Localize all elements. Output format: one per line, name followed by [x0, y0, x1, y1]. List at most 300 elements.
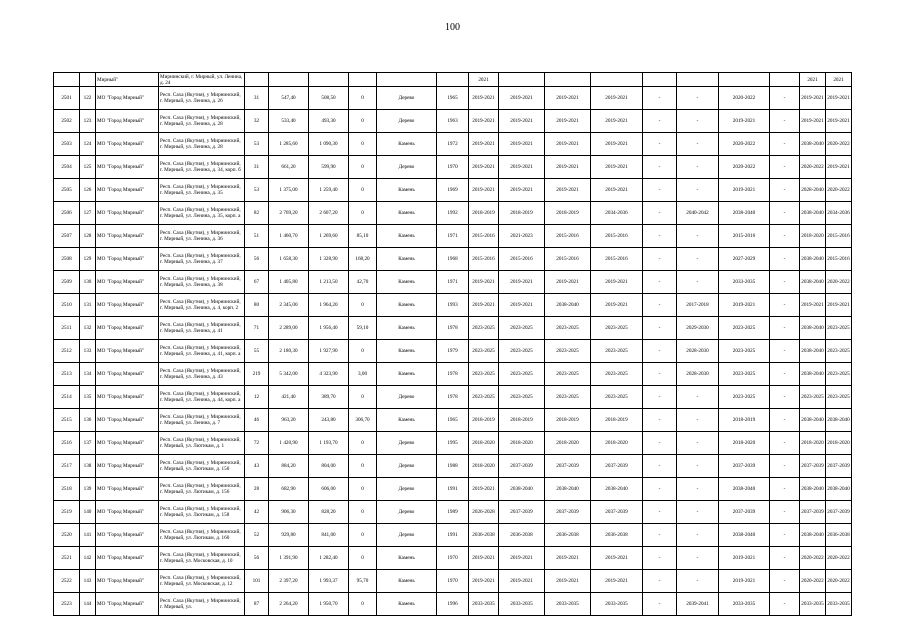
table-row: [54, 363, 852, 386]
cell-municipality: МО "Город Мирный": [96, 547, 159, 570]
cell-address: Респ. Саха (Якутия), у Мирнинский, г. Мирный, ул. Ленина, д. 4, корп. 2: [159, 294, 245, 317]
cell-repair-period-3: 2036-2038: [545, 524, 591, 547]
cell-repair-period-6: 2017-2018: [677, 294, 719, 317]
cell-build-year: 1989: [437, 501, 469, 524]
cell-repair-period-7: 2038-2040: [719, 478, 770, 501]
cell-repair-period-5: -: [643, 110, 677, 133]
cell-local-number: 131: [80, 294, 96, 317]
cell-build-year: 1969: [437, 179, 469, 202]
cell-row-number: 2515: [54, 409, 80, 432]
cell-repair-period-7: 2019-2021: [719, 294, 770, 317]
cell-repair-period-2: 2019-2021: [499, 133, 545, 156]
cell-row-number: 2513: [54, 363, 80, 386]
cell-non-residential-area: 0: [349, 501, 377, 524]
cell-local-number: 144: [80, 593, 96, 616]
cell-repair-period-9: 2037-2039: [800, 455, 826, 478]
cell-repair-period-6: -: [677, 478, 719, 501]
cell-repair-period-8: -: [770, 225, 800, 248]
cell-residents: 42: [245, 501, 269, 524]
cell-local-number: 129: [80, 248, 96, 271]
table-row: [54, 455, 852, 478]
cell-municipality: МО "Город Мирный": [96, 271, 159, 294]
cell-repair-period-4: 2019-2021: [591, 547, 643, 570]
cell-row-number: [54, 73, 80, 87]
cell-repair-period-7: 2023-2025: [719, 386, 770, 409]
cell-repair-period-9: 2019-2021: [800, 87, 826, 110]
cell-repair-period-2: 2018-2019: [499, 409, 545, 432]
cell-repair-period-10: 2020-2022: [826, 271, 852, 294]
cell-total-area: 1 658,30: [269, 248, 309, 271]
cell-living-area: 1 927,90: [309, 340, 349, 363]
cell-repair-period-4: 2023-2025: [591, 386, 643, 409]
cell-repair-period-6: 2028-2030: [677, 363, 719, 386]
cell-wall-material: Дерево: [377, 432, 437, 455]
cell-row-number: 2512: [54, 340, 80, 363]
cell-address: Респ. Саха (Якутия), у Мирнинский, г. Мирный, ул. Ленина, д. 35, корп. а: [159, 202, 245, 225]
cell-repair-period-9: 2033-2035: [800, 593, 826, 616]
cell-repair-period-1: 2019-2021: [469, 156, 499, 179]
cell-repair-period-7: 2037-2039: [719, 501, 770, 524]
cell-row-number: 2503: [54, 133, 80, 156]
cell-living-area: 1 328,90: [309, 248, 349, 271]
cell-repair-period-10: 2023-2025: [826, 317, 852, 340]
cell-repair-period-10: 2020-2022: [826, 570, 852, 593]
cell-repair-period-3: 2019-2021: [545, 156, 591, 179]
cell-residents: 72: [245, 432, 269, 455]
cell-total-area: 1 405,80: [269, 271, 309, 294]
cell-repair-period-2: 2019-2021: [499, 271, 545, 294]
cell-repair-period-7: 2038-2040: [719, 202, 770, 225]
cell-wall-material: [377, 73, 437, 87]
cell-repair-period-3: [545, 73, 591, 87]
cell-residents: [245, 73, 269, 87]
cell-non-residential-area: 306,70: [349, 409, 377, 432]
cell-municipality: Мирный": [96, 73, 159, 87]
cell-total-area: 2 289,00: [269, 317, 309, 340]
cell-non-residential-area: 0: [349, 179, 377, 202]
cell-repair-period-10: 2019-2021: [826, 110, 852, 133]
cell-address: Респ. Саха (Якутия), у Мирнинский, г. Мирный, ул. Ленина, д. 44, корп. а: [159, 386, 245, 409]
cell-repair-period-2: 2038-2040: [499, 478, 545, 501]
cell-repair-period-10: 2019-2021: [826, 156, 852, 179]
cell-non-residential-area: 0: [349, 478, 377, 501]
cell-repair-period-2: 2019-2021: [499, 294, 545, 317]
cell-build-year: 1996: [437, 593, 469, 616]
cell-local-number: 142: [80, 547, 96, 570]
cell-repair-period-2: 2019-2021: [499, 570, 545, 593]
cell-repair-period-9: 2019-2021: [800, 110, 826, 133]
cell-municipality: МО "Город Мирный": [96, 340, 159, 363]
cell-repair-period-6: -: [677, 455, 719, 478]
cell-wall-material: Камень: [377, 202, 437, 225]
table-row: [54, 225, 852, 248]
cell-repair-period-3: 2019-2021: [545, 133, 591, 156]
cell-repair-period-1: 2019-2021: [469, 133, 499, 156]
cell-repair-period-7: 2038-2040: [719, 524, 770, 547]
cell-repair-period-1: 2026-2028: [469, 501, 499, 524]
cell-wall-material: Камень: [377, 340, 437, 363]
cell-repair-period-3: 2023-2025: [545, 386, 591, 409]
cell-repair-period-1: 2023-2025: [469, 386, 499, 409]
cell-local-number: 139: [80, 478, 96, 501]
cell-local-number: [80, 73, 96, 87]
cell-repair-period-5: -: [643, 340, 677, 363]
cell-repair-period-3: 2019-2021: [545, 87, 591, 110]
cell-wall-material: Камень: [377, 179, 437, 202]
cell-repair-period-7: 2027-2029: [719, 248, 770, 271]
cell-repair-period-10: 2015-2016: [826, 248, 852, 271]
cell-total-area: [269, 73, 309, 87]
cell-wall-material: Дерево: [377, 156, 437, 179]
cell-repair-period-9: 2018-2020: [800, 432, 826, 455]
cell-repair-period-3: 2023-2025: [545, 363, 591, 386]
cell-row-number: 2520: [54, 524, 80, 547]
cell-repair-period-7: 2020-2022: [719, 133, 770, 156]
cell-municipality: МО "Город Мирный": [96, 593, 159, 616]
cell-repair-period-2: 2036-2038: [499, 524, 545, 547]
cell-row-number: 2509: [54, 271, 80, 294]
cell-repair-period-1: 2019-2021: [469, 478, 499, 501]
cell-build-year: 1978: [437, 386, 469, 409]
cell-repair-period-4: 2023-2025: [591, 363, 643, 386]
cell-total-area: 1 391,90: [269, 547, 309, 570]
table-row: [54, 110, 852, 133]
cell-non-residential-area: 3,00: [349, 363, 377, 386]
cell-local-number: 135: [80, 386, 96, 409]
cell-wall-material: Дерево: [377, 386, 437, 409]
cell-repair-period-9: 2038-2040: [800, 271, 826, 294]
cell-wall-material: Камень: [377, 593, 437, 616]
cell-local-number: 124: [80, 133, 96, 156]
cell-municipality: МО "Город Мирный": [96, 570, 159, 593]
cell-local-number: 122: [80, 87, 96, 110]
cell-living-area: 1 193,70: [309, 432, 349, 455]
cell-repair-period-9: 2038-2040: [800, 409, 826, 432]
cell-build-year: 1970: [437, 547, 469, 570]
cell-repair-period-2: 2021-2023: [499, 225, 545, 248]
table-row: [54, 547, 852, 570]
cell-total-area: 1 285,60: [269, 133, 309, 156]
cell-repair-period-9: 2038-2040: [800, 340, 826, 363]
cell-residents: 55: [245, 340, 269, 363]
cell-repair-period-10: 2038-2040: [826, 478, 852, 501]
cell-repair-period-1: 2023-2025: [469, 317, 499, 340]
table-row: [54, 501, 852, 524]
cell-residents: 31: [245, 87, 269, 110]
cell-total-area: 2 345,00: [269, 294, 309, 317]
cell-repair-period-6: -: [677, 570, 719, 593]
cell-repair-period-8: -: [770, 248, 800, 271]
cell-repair-period-3: 2023-2025: [545, 317, 591, 340]
table-row: [54, 409, 852, 432]
cell-row-number: 2504: [54, 156, 80, 179]
cell-residents: 219: [245, 363, 269, 386]
cell-repair-period-2: 2023-2025: [499, 386, 545, 409]
cell-repair-period-2: 2018-2019: [499, 202, 545, 225]
housing-registry-table: [53, 72, 852, 616]
cell-build-year: 1978: [437, 363, 469, 386]
cell-repair-period-9: 2038-2040: [800, 317, 826, 340]
cell-total-area: 906,30: [269, 501, 309, 524]
cell-wall-material: Камень: [377, 547, 437, 570]
cell-non-residential-area: 95,70: [349, 570, 377, 593]
cell-residents: 12: [245, 386, 269, 409]
cell-municipality: МО "Город Мирный": [96, 501, 159, 524]
cell-residents: 46: [245, 409, 269, 432]
cell-repair-period-4: 2038-2040: [591, 478, 643, 501]
cell-repair-period-1: 2018-2020: [469, 432, 499, 455]
cell-repair-period-2: 2019-2021: [499, 110, 545, 133]
cell-address: Респ. Саха (Якутия), у Мирнинский, г. Мирный, ул. Ленина, д. 34, корп. б: [159, 156, 245, 179]
cell-repair-period-1: 2019-2021: [469, 179, 499, 202]
cell-repair-period-9: 2037-2039: [800, 501, 826, 524]
cell-repair-period-6: -: [677, 156, 719, 179]
cell-repair-period-7: 2018-2020: [719, 432, 770, 455]
cell-repair-period-5: -: [643, 248, 677, 271]
cell-repair-period-6: -: [677, 501, 719, 524]
cell-repair-period-2: 2019-2021: [499, 87, 545, 110]
cell-repair-period-6: 2040-2042: [677, 202, 719, 225]
cell-repair-period-3: 2037-2039: [545, 455, 591, 478]
cell-repair-period-3: 2038-2040: [545, 294, 591, 317]
cell-living-area: 1 950,70: [309, 593, 349, 616]
cell-municipality: МО "Город Мирный": [96, 432, 159, 455]
cell-repair-period-8: -: [770, 409, 800, 432]
cell-total-area: 929,80: [269, 524, 309, 547]
cell-local-number: 143: [80, 570, 96, 593]
cell-row-number: 2502: [54, 110, 80, 133]
cell-local-number: 123: [80, 110, 96, 133]
cell-repair-period-8: [770, 73, 800, 87]
cell-living-area: 1 259,40: [309, 179, 349, 202]
cell-repair-period-5: -: [643, 225, 677, 248]
cell-repair-period-9: 2038-2040: [800, 133, 826, 156]
cell-repair-period-5: -: [643, 133, 677, 156]
cell-repair-period-3: 2038-2040: [545, 478, 591, 501]
cell-build-year: 1970: [437, 156, 469, 179]
cell-row-number: 2506: [54, 202, 80, 225]
cell-total-area: 1 420,90: [269, 432, 309, 455]
cell-repair-period-9: 2038-2040: [800, 524, 826, 547]
cell-local-number: 127: [80, 202, 96, 225]
cell-repair-period-8: -: [770, 478, 800, 501]
cell-non-residential-area: 0: [349, 524, 377, 547]
cell-address: Респ. Саха (Якутия), у Мирнинский, г. Мирный, ул.: [159, 593, 245, 616]
cell-living-area: 1 993,37: [309, 570, 349, 593]
cell-municipality: МО "Город Мирный": [96, 524, 159, 547]
cell-repair-period-1: 2023-2025: [469, 340, 499, 363]
cell-repair-period-8: -: [770, 593, 800, 616]
cell-repair-period-10: 2019-2021: [826, 87, 852, 110]
cell-repair-period-4: [591, 73, 643, 87]
cell-repair-period-3: 2015-2016: [545, 225, 591, 248]
cell-repair-period-4: 2023-2025: [591, 340, 643, 363]
cell-non-residential-area: 85,10: [349, 225, 377, 248]
cell-repair-period-4: 2019-2021: [591, 179, 643, 202]
table-row: [54, 432, 852, 455]
cell-address: Респ. Саха (Якутия), у Мирнинский, г. Мирный, ул. Ленина, д. 35: [159, 179, 245, 202]
cell-total-area: 963,20: [269, 409, 309, 432]
cell-address: Респ. Саха (Якутия), у Мирнинский, г. Мирный, ул. Ленина, д. 38: [159, 271, 245, 294]
cell-repair-period-5: -: [643, 87, 677, 110]
cell-total-area: 421,40: [269, 386, 309, 409]
cell-total-area: 2 397,20: [269, 570, 309, 593]
cell-repair-period-2: [499, 73, 545, 87]
cell-repair-period-5: -: [643, 478, 677, 501]
cell-living-area: 1 964,20: [309, 294, 349, 317]
cell-repair-period-8: -: [770, 317, 800, 340]
cell-residents: 43: [245, 455, 269, 478]
cell-repair-period-2: 2019-2021: [499, 547, 545, 570]
cell-repair-period-5: -: [643, 271, 677, 294]
cell-residents: 82: [245, 202, 269, 225]
cell-address: Респ. Саха (Якутия), у Мирнинский, г. Мирный, ул. Московская, д. 12: [159, 570, 245, 593]
cell-repair-period-7: 2023-2025: [719, 340, 770, 363]
cell-row-number: 2519: [54, 501, 80, 524]
cell-repair-period-5: -: [643, 593, 677, 616]
cell-non-residential-area: 0: [349, 547, 377, 570]
cell-local-number: 125: [80, 156, 96, 179]
cell-repair-period-1: 2019-2021: [469, 87, 499, 110]
cell-repair-period-6: -: [677, 524, 719, 547]
cell-build-year: 1965: [437, 409, 469, 432]
cell-repair-period-3: 2015-2016: [545, 248, 591, 271]
cell-repair-period-1: 2033-2035: [469, 593, 499, 616]
cell-non-residential-area: 0: [349, 202, 377, 225]
cell-repair-period-5: -: [643, 432, 677, 455]
cell-repair-period-10: 2020-2022: [826, 547, 852, 570]
cell-repair-period-2: 2033-2035: [499, 593, 545, 616]
cell-repair-period-10: 2038-2040: [826, 409, 852, 432]
cell-row-number: 2514: [54, 386, 80, 409]
cell-repair-period-8: -: [770, 524, 800, 547]
table-row: [54, 340, 852, 363]
cell-repair-period-7: 2033-2035: [719, 271, 770, 294]
cell-repair-period-9: 2028-2040: [800, 179, 826, 202]
cell-non-residential-area: 0: [349, 432, 377, 455]
cell-address: Респ. Саха (Якутия), у Мирнинский, г. Мирный, ул. Ленина, д. 28: [159, 133, 245, 156]
cell-build-year: 1971: [437, 271, 469, 294]
cell-wall-material: Дерево: [377, 110, 437, 133]
cell-repair-period-4: 2019-2021: [591, 110, 643, 133]
cell-repair-period-8: -: [770, 156, 800, 179]
cell-repair-period-3: 2019-2021: [545, 547, 591, 570]
cell-repair-period-5: -: [643, 547, 677, 570]
cell-total-area: 682,90: [269, 478, 309, 501]
cell-repair-period-4: 2019-2021: [591, 271, 643, 294]
cell-repair-period-9: 2023-2025: [800, 386, 826, 409]
cell-repair-period-1: 2018-2020: [469, 455, 499, 478]
cell-repair-period-6: -: [677, 271, 719, 294]
cell-repair-period-1: 2023-2025: [469, 363, 499, 386]
cell-residents: 53: [245, 133, 269, 156]
cell-local-number: 137: [80, 432, 96, 455]
cell-wall-material: Камень: [377, 317, 437, 340]
cell-local-number: 130: [80, 271, 96, 294]
cell-repair-period-1: 2018-2019: [469, 202, 499, 225]
cell-address: Респ. Саха (Якутия), у Мирнинский, г. Мирный, ул. Ленина, д. 36: [159, 225, 245, 248]
cell-residents: 31: [245, 156, 269, 179]
cell-repair-period-8: -: [770, 294, 800, 317]
cell-repair-period-1: 2015-2016: [469, 225, 499, 248]
cell-repair-period-3: 2018-2019: [545, 202, 591, 225]
cell-repair-period-5: [643, 73, 677, 87]
cell-repair-period-6: -: [677, 110, 719, 133]
cell-repair-period-7: 2019-2021: [719, 547, 770, 570]
cell-living-area: 243,80: [309, 409, 349, 432]
cell-repair-period-4: 2033-2035: [591, 593, 643, 616]
table-row: [54, 133, 852, 156]
cell-repair-period-9: 2038-2040: [800, 363, 826, 386]
cell-repair-period-6: -: [677, 225, 719, 248]
cell-living-area: 389,70: [309, 386, 349, 409]
cell-residents: 101: [245, 570, 269, 593]
cell-total-area: 547,40: [269, 87, 309, 110]
table-row: [54, 524, 852, 547]
cell-local-number: 133: [80, 340, 96, 363]
cell-repair-period-1: 2018-2019: [469, 409, 499, 432]
cell-repair-period-9: 2038-2040: [800, 248, 826, 271]
cell-repair-period-10: 2020-2022: [826, 133, 852, 156]
cell-repair-period-10: 2023-2025: [826, 363, 852, 386]
cell-repair-period-4: 2037-2039: [591, 501, 643, 524]
cell-repair-period-7: 2019-2021: [719, 179, 770, 202]
cell-municipality: МО "Город Мирный": [96, 87, 159, 110]
cell-repair-period-4: 2019-2021: [591, 570, 643, 593]
table-row: [54, 248, 852, 271]
cell-row-number: 2511: [54, 317, 80, 340]
cell-local-number: 141: [80, 524, 96, 547]
cell-living-area: 828,20: [309, 501, 349, 524]
cell-repair-period-9: 2021: [800, 73, 826, 87]
cell-repair-period-5: -: [643, 363, 677, 386]
cell-repair-period-3: 2018-2020: [545, 432, 591, 455]
cell-repair-period-6: -: [677, 179, 719, 202]
cell-row-number: 2518: [54, 478, 80, 501]
cell-residents: 51: [245, 225, 269, 248]
cell-address: Респ. Саха (Якутия), у Мирнинский, г. Мирный, ул. Московская, д. 10: [159, 547, 245, 570]
cell-living-area: [309, 73, 349, 87]
cell-repair-period-8: -: [770, 87, 800, 110]
cell-repair-period-7: 2033-2035: [719, 593, 770, 616]
cell-repair-period-5: -: [643, 202, 677, 225]
cell-wall-material: Камень: [377, 409, 437, 432]
cell-living-area: 1 090,30: [309, 133, 349, 156]
cell-build-year: 1970: [437, 570, 469, 593]
cell-repair-period-3: 2019-2021: [545, 570, 591, 593]
cell-non-residential-area: 0: [349, 156, 377, 179]
cell-repair-period-9: 2020-2022: [800, 156, 826, 179]
cell-build-year: 1979: [437, 340, 469, 363]
cell-municipality: МО "Город Мирный": [96, 409, 159, 432]
page-number: 100: [445, 22, 460, 33]
cell-total-area: 2 769,20: [269, 202, 309, 225]
cell-repair-period-5: -: [643, 409, 677, 432]
cell-repair-period-8: -: [770, 110, 800, 133]
table-row: [54, 294, 852, 317]
cell-non-residential-area: 0: [349, 593, 377, 616]
cell-living-area: 4 323,90: [309, 363, 349, 386]
cell-total-area: 533,40: [269, 110, 309, 133]
table-row: [54, 386, 852, 409]
cell-municipality: МО "Город Мирный": [96, 478, 159, 501]
cell-repair-period-2: 2023-2025: [499, 340, 545, 363]
cell-repair-period-4: 2018-2020: [591, 432, 643, 455]
cell-row-number: 2523: [54, 593, 80, 616]
cell-repair-period-2: 2037-2039: [499, 501, 545, 524]
cell-municipality: МО "Город Мирный": [96, 225, 159, 248]
cell-total-area: 5 342,00: [269, 363, 309, 386]
